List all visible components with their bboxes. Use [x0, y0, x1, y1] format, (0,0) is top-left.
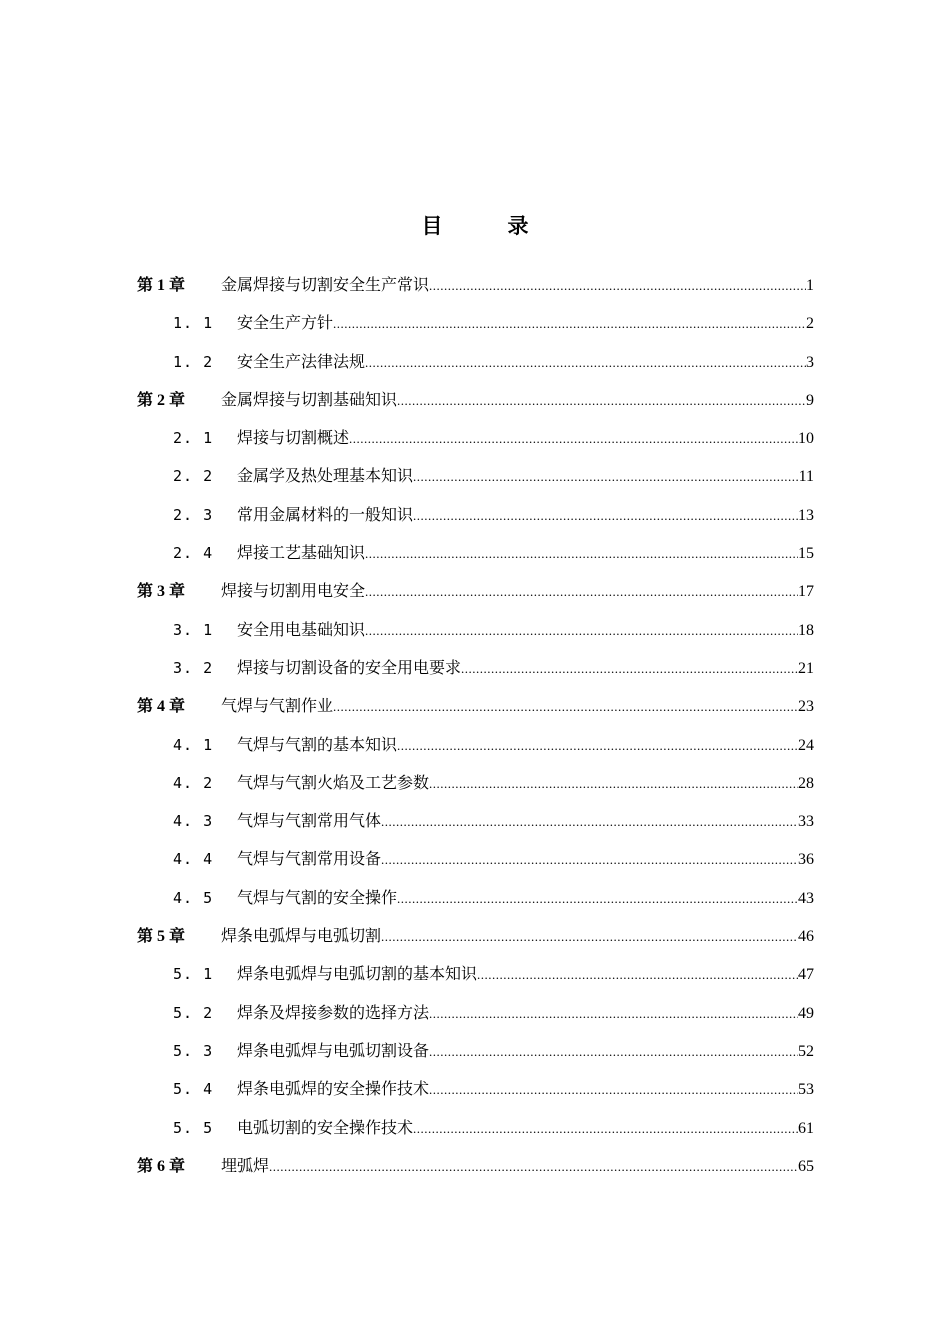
toc-dot-leader: [461, 650, 798, 688]
toc-page-number: 24: [798, 736, 814, 754]
toc-entry-number: 5. 4: [173, 1080, 214, 1099]
toc-entry-number: 4. 4: [173, 850, 214, 869]
toc-page-number: 9: [806, 391, 814, 409]
table-of-contents: [137, 266, 814, 1185]
toc-entry-number: 1. 1: [173, 314, 214, 333]
toc-dot-leader: [269, 1148, 798, 1186]
toc-page-number: 21: [798, 659, 814, 677]
toc-entry-title: 焊接与切割设备的安全用电要求: [237, 657, 462, 677]
toc-section-entry[interactable]: [137, 419, 814, 457]
toc-page-number: 46: [798, 928, 814, 946]
toc-dot-leader: [365, 535, 798, 573]
toc-entry-number: 1. 2: [173, 352, 214, 371]
toc-entry-title: 金属焊接与切割安全生产常识: [221, 275, 430, 294]
toc-chapter-entry[interactable]: [137, 687, 814, 725]
toc-dot-leader: [413, 497, 798, 535]
toc-entry-title: 安全生产方针: [237, 313, 334, 333]
toc-page-number: 49: [798, 1004, 814, 1022]
toc-dot-leader: [349, 420, 798, 458]
toc-entry-title: 安全生产法律法规: [237, 351, 366, 371]
toc-page-number: 10: [798, 430, 814, 448]
toc-chapter-entry[interactable]: [137, 266, 814, 304]
toc-section-entry[interactable]: [137, 534, 814, 572]
toc-page-number: 53: [798, 1081, 814, 1099]
toc-entry-title: 焊条电弧焊与电弧切割的基本知识: [237, 964, 478, 984]
toc-page-number: 1: [806, 277, 814, 294]
toc-entry-number: 第 1 章: [137, 277, 186, 294]
toc-entry-title: 气焊与气割常用设备: [237, 849, 382, 869]
toc-entry-number: 4. 5: [173, 888, 214, 907]
toc-page-number: 23: [798, 698, 814, 716]
toc-chapter-entry[interactable]: [137, 381, 814, 419]
toc-page-number: 52: [798, 1042, 814, 1060]
toc-entry-number: 5. 5: [173, 1118, 214, 1137]
toc-section-entry[interactable]: [137, 764, 814, 802]
toc-dot-leader: [429, 267, 806, 305]
toc-entry-number: 3. 1: [173, 620, 214, 639]
toc-dot-leader: [381, 803, 798, 841]
toc-dot-leader: [429, 1071, 798, 1109]
toc-entry-title: 安全用电基础知识: [237, 619, 366, 639]
toc-page-number: 36: [798, 851, 814, 869]
toc-entry-title: 气焊与气割作业: [221, 696, 334, 716]
toc-entry-number: 5. 2: [173, 1003, 214, 1022]
toc-page-number: 2: [806, 315, 814, 333]
toc-dot-leader: [413, 1110, 798, 1148]
toc-entry-title: 焊条电弧焊的安全操作技术: [237, 1079, 430, 1099]
toc-entry-number: 第 5 章: [137, 928, 186, 946]
toc-dot-leader: [397, 727, 798, 765]
toc-dot-leader: [381, 841, 798, 879]
toc-section-entry[interactable]: [137, 1032, 814, 1070]
toc-page-number: 28: [798, 774, 814, 792]
toc-page-number: 65: [798, 1157, 814, 1175]
toc-entry-title: 金属学及热处理基本知识: [237, 466, 414, 486]
toc-entry-title: 焊接与切割用电安全: [221, 581, 366, 601]
toc-entry-title: 埋弧焊: [221, 1155, 270, 1175]
toc-entry-number: 3. 2: [173, 658, 214, 677]
toc-entry-number: 2. 1: [173, 429, 214, 448]
toc-page-number: 15: [798, 545, 814, 563]
toc-chapter-entry[interactable]: [137, 572, 814, 610]
page-title: 目 录: [421, 214, 551, 238]
toc-entry-title: 气焊与气割火焰及工艺参数: [237, 772, 430, 792]
toc-dot-leader: [477, 956, 798, 994]
toc-chapter-entry[interactable]: [137, 1147, 814, 1185]
toc-entry-number: 5. 1: [173, 965, 214, 984]
toc-entry-number: 第 4 章: [137, 698, 186, 716]
toc-entry-number: 4. 3: [173, 812, 214, 831]
toc-page-number: 43: [798, 889, 814, 907]
toc-dot-leader: [429, 765, 798, 803]
toc-dot-leader: [333, 305, 806, 343]
toc-page-number: 13: [798, 506, 814, 524]
toc-section-entry[interactable]: [137, 840, 814, 878]
toc-dot-leader: [365, 612, 798, 650]
toc-page-number: 47: [798, 966, 814, 984]
toc-entry-title: 焊条电弧焊与电弧切割: [221, 926, 382, 946]
toc-dot-leader: [381, 918, 798, 956]
toc-entry-number: 2. 4: [173, 544, 214, 563]
toc-section-entry[interactable]: [137, 611, 814, 649]
toc-entry-title: 电弧切割的安全操作技术: [237, 1117, 414, 1137]
toc-section-entry[interactable]: [137, 496, 814, 534]
toc-dot-leader: [333, 688, 798, 726]
toc-entry-number: 4. 1: [173, 735, 214, 754]
toc-entry-title: 焊接工艺基础知识: [237, 543, 366, 563]
toc-entry-title: 常用金属材料的一般知识: [237, 504, 414, 524]
toc-section-entry[interactable]: [137, 343, 814, 381]
toc-chapter-entry[interactable]: [137, 917, 814, 955]
toc-dot-leader: [397, 382, 806, 420]
toc-dot-leader: [413, 458, 799, 496]
toc-section-entry[interactable]: [137, 726, 814, 764]
toc-entry-number: 第 2 章: [137, 391, 186, 409]
toc-entry-title: 气焊与气割的安全操作: [237, 887, 398, 907]
toc-entry-number: 2. 2: [173, 467, 214, 486]
toc-entry-title: 焊条电弧焊与电弧切割设备: [237, 1040, 430, 1060]
toc-page-number: 61: [798, 1119, 814, 1137]
toc-page-number: 11: [798, 468, 814, 486]
toc-dot-leader: [429, 1033, 798, 1071]
toc-entry-title: 焊条及焊接参数的选择方法: [237, 1002, 430, 1022]
toc-entry-title: 金属焊接与切割基础知识: [221, 389, 398, 409]
toc-section-entry[interactable]: [137, 1070, 814, 1108]
toc-page-number: 18: [798, 621, 814, 639]
toc-section-entry[interactable]: [137, 955, 814, 993]
toc-entry-number: 第 3 章: [137, 583, 186, 601]
toc-page-number: 33: [798, 813, 814, 831]
toc-entry-number: 第 6 章: [137, 1157, 186, 1175]
toc-section-entry[interactable]: [137, 1109, 814, 1147]
toc-section-entry[interactable]: [137, 802, 814, 840]
toc-dot-leader: [429, 995, 798, 1033]
toc-entry-number: 4. 2: [173, 773, 214, 792]
toc-section-entry[interactable]: [137, 994, 814, 1032]
toc-entry-title: 焊接与切割概述: [237, 428, 350, 448]
toc-entry-title: 气焊与气割常用气体: [237, 811, 382, 831]
toc-section-entry[interactable]: [137, 879, 814, 917]
toc-entry-number: 2. 3: [173, 505, 214, 524]
toc-page-number: 17: [798, 583, 814, 601]
toc-entry-title: 气焊与气割的基本知识: [237, 734, 398, 754]
toc-dot-leader: [365, 344, 806, 382]
toc-section-entry[interactable]: [137, 304, 814, 342]
toc-page-number: 3: [806, 353, 814, 371]
toc-section-entry[interactable]: [137, 649, 814, 687]
toc-dot-leader: [365, 573, 798, 611]
toc-section-entry[interactable]: [137, 457, 814, 495]
toc-dot-leader: [397, 880, 798, 918]
toc-entry-number: 5. 3: [173, 1041, 214, 1060]
